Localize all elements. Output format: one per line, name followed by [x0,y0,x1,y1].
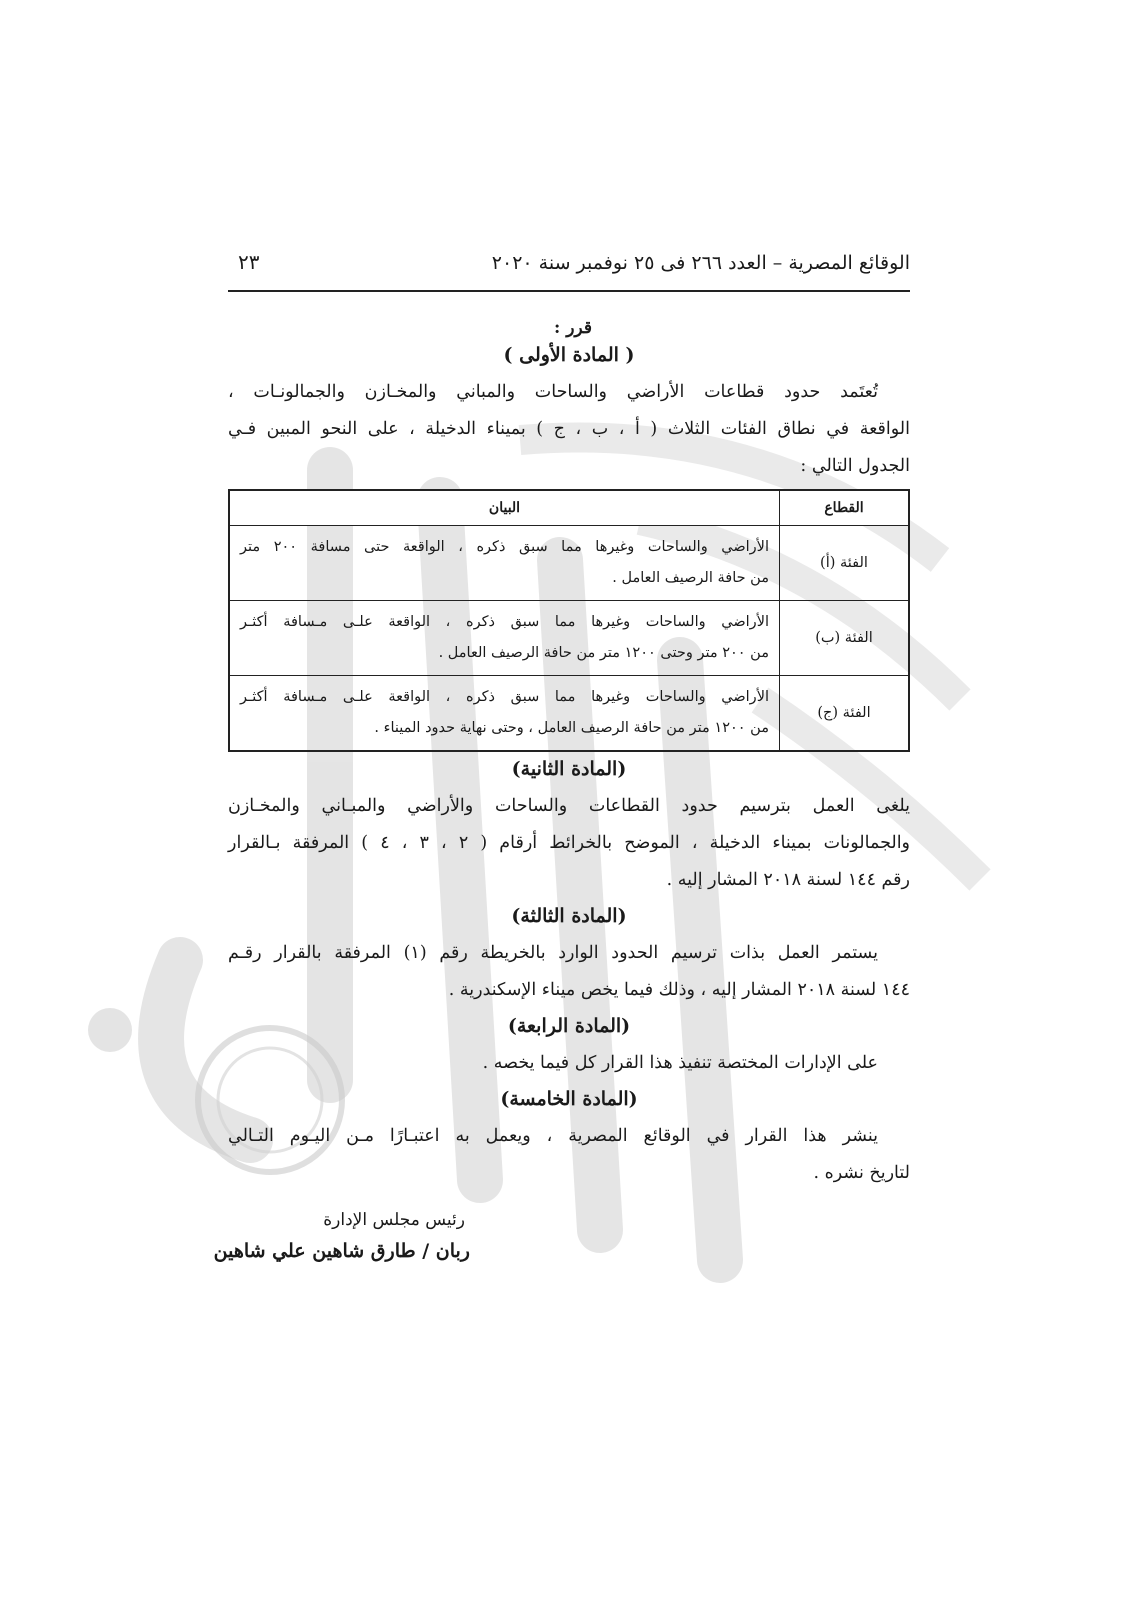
description-line: من ٢٠٠ متر وحتى ١٢٠٠ متر من حافة الرصيف العامل . [438,645,769,661]
article-1-title: ( المادة الأولى ) [503,344,635,366]
table-header-sector: القطاع [780,490,910,526]
table-cell-category: الفئة (ج) [780,676,910,752]
description-line: الأراضي والساحات وغيرها مما سبق ذكره ، الواقعة حتى مسافة ٢٠٠ متر [240,539,769,555]
table-cell-category: الفئة (ب) [780,601,910,676]
decided-heading: قرر : [554,318,592,338]
running-header [228,250,910,292]
article-2-line: يلغى العمل بترسيم حدود القطاعات والساحات والأراضي والمبـاني والمخـازن [228,796,910,816]
article-2-title: (المادة الثانية) [511,758,627,780]
sectors-table [228,489,910,752]
article-4-body [228,1045,910,1082]
table-row [229,526,909,601]
article-1-line: الواقعة في نطاق الفئات الثلاث ( أ ، ب ، ج ) بميناء الدخيلة ، على النحو المبين فـي [228,419,910,439]
article-5-title: (المادة الخامسة) [500,1088,638,1110]
description-line: من ١٢٠٠ متر من حافة الرصيف العامل ، وحتى نهاية حدود الميناء . [374,720,769,736]
document-page [213,250,911,1262]
page-number: ٢٣ [238,250,260,274]
article-5-line: لتاريخ نشره . [813,1163,910,1183]
article-4-line: على الإدارات المختصة تنفيذ هذا القرار كل فيما يخصه . [482,1053,878,1073]
article-5-body [228,1118,910,1192]
article-1-line: الجدول التالي : [800,456,910,476]
table-header-statement: البيان [229,490,780,526]
article-4-title: (المادة الرابعة) [507,1015,631,1037]
description-line: الأراضي والساحات وغيرها مما سبق ذكره ، الواقعة علـى مـسافة أكثـر [240,614,769,630]
description-line: الأراضي والساحات وغيرها مما سبق ذكره ، الواقعة علـى مـسافة أكثـر [240,689,769,705]
table-row [229,601,909,676]
table-cell-category: الفئة (أ) [780,526,910,601]
article-2-line: رقم ١٤٤ لسنة ٢٠١٨ المشار إليه . [666,870,910,890]
signature-block [213,1210,910,1262]
article-1-body [228,374,910,485]
table-row [229,676,909,752]
article-1-line: تُعتَمد حدود قطاعات الأراضي والساحات والمباني والمخـازن والجمالونـات ، [228,382,878,402]
table-cell-description [229,601,780,676]
article-3-title: (المادة الثالثة) [511,905,627,927]
article-5-line: ينشر هذا القرار في الوقائع المصرية ، ويعمل به اعتبـارًا مـن اليـوم التـالي [228,1126,878,1146]
signatory-name: ربان / طارق شاهين علي شاهين [213,1240,470,1262]
table-cell-description [229,676,780,752]
table-cell-description [229,526,780,601]
article-3-line: يستمر العمل بذات ترسيم الحدود الوارد بالخريطة رقم (١) المرفقة بالقرار رقـم [228,943,879,963]
signatory-role: رئيس مجلس الإدارة [323,1210,465,1230]
article-2-line: والجمالونات بميناء الدخيلة ، الموضح بالخرائط أرقام ( ٢ ، ٣ ، ٤ ) المرفقة بـالقرار [228,833,911,853]
publication-line: الوقائع المصرية – العدد ٢٦٦ فى ٢٥ نوفمبر سنة ٢٠٢٠ [491,252,910,274]
article-3-body [228,935,910,1009]
article-2-body [228,788,910,899]
article-3-line: ١٤٤ لسنة ٢٠١٨ المشار إليه ، وذلك فيما يخص ميناء الإسكندرية . [448,980,910,1000]
description-line: من حافة الرصيف العامل . [612,570,769,586]
